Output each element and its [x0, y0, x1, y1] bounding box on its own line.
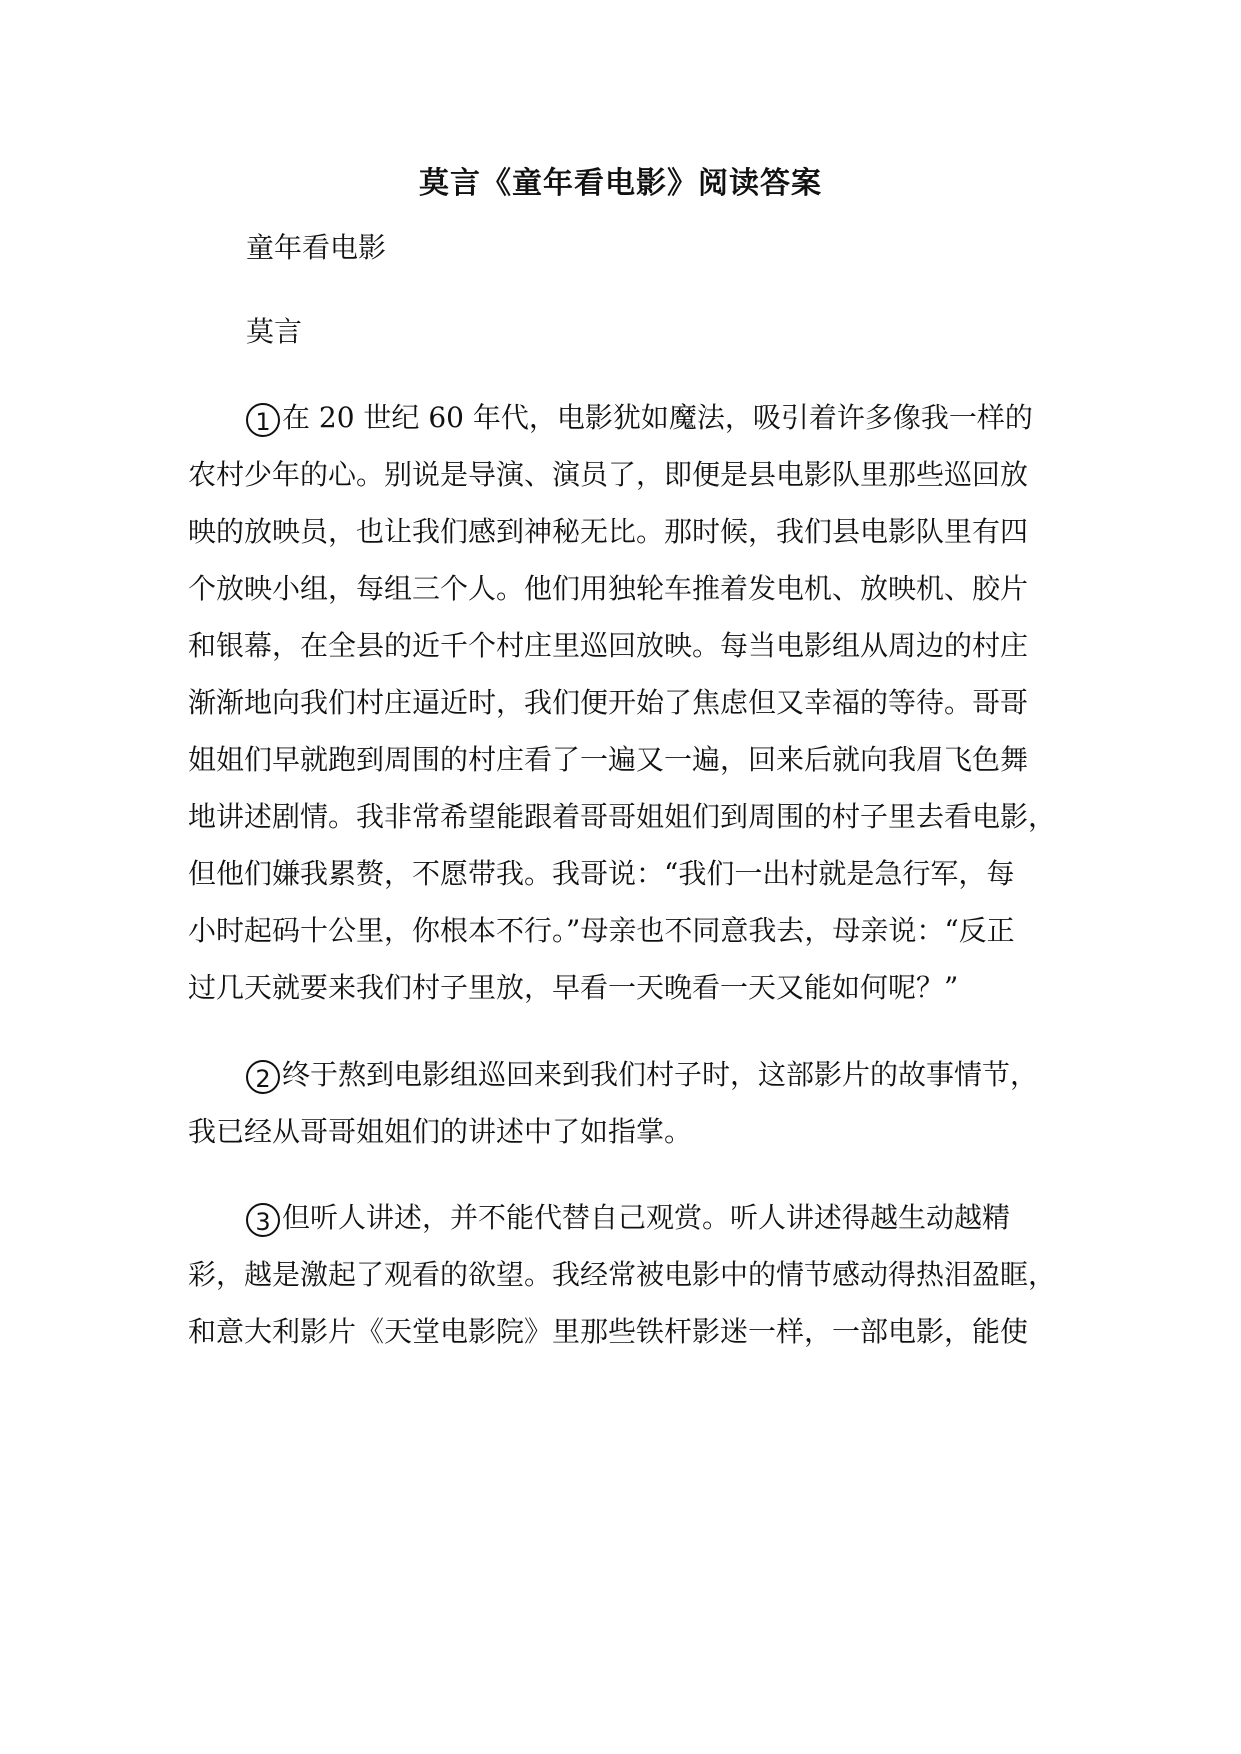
paragraph-line: 姐姐们早就跑到周围的村庄看了一遍又一遍，回来后就向我眉飞色舞	[188, 743, 1029, 776]
paragraph-line: 彩，越是激起了观看的欲望。我经常被电影中的情节感动得热泪盈眶，	[188, 1258, 1057, 1291]
article-title: 童年看电影	[246, 231, 387, 264]
paragraph-line: 3 但听人讲述，并不能代替自己观赏。听人讲述得越生动越精	[246, 1198, 1010, 1238]
paragraph-line: 我已经从哥哥姐姐们的讲述中了如指掌。	[188, 1115, 693, 1148]
paragraph-line: 但他们嫌我累赘，不愿带我。我哥说：“我们一出村就是急行军，每	[188, 857, 1015, 890]
paragraph-number-1: 1	[246, 403, 280, 437]
paragraph-line: 渐渐地向我们村庄逼近时，我们便开始了焦虑但又幸福的等待。哥哥	[188, 686, 1029, 719]
paragraph-number-3: 3	[246, 1203, 280, 1237]
paragraph-line: 1 在 20 世纪 60 年代，电影犹如魔法，吸引着许多像我一样的	[246, 398, 1033, 438]
paragraph-line: 和银幕，在全县的近千个村庄里巡回放映。每当电影组从周边的村庄	[188, 629, 1029, 662]
paragraph-line: 过几天就要来我们村子里放，早看一天晚看一天又能如何呢？”	[188, 971, 959, 1004]
paragraph-line: 小时起码十公里，你根本不行。”母亲也不同意我去，母亲说：“反正	[188, 914, 1015, 947]
paragraph-line: 地讲述剧情。我非常希望能跟着哥哥姐姐们到周围的村子里去看电影，	[188, 800, 1057, 833]
article-author: 莫言	[246, 315, 303, 348]
document-title: 莫言《童年看电影》阅读答案	[419, 166, 822, 201]
paragraph-line: 个放映小组，每组三个人。他们用独轮车推着发电机、放映机、胶片	[188, 572, 1029, 605]
paragraph-line: 农村少年的心。别说是导演、演员了，即便是县电影队里那些巡回放	[188, 458, 1029, 491]
paragraph-number-2: 2	[246, 1060, 280, 1094]
paragraph-line: 和意大利影片《天堂电影院》里那些铁杆影迷一样，一部电影，能使	[188, 1315, 1029, 1348]
paragraph-line: 映的放映员，也让我们感到神秘无比。那时候，我们县电影队里有四	[188, 515, 1029, 548]
paragraph-line: 2 终于熬到电影组巡回来到我们村子时，这部影片的故事情节，	[246, 1055, 1038, 1095]
